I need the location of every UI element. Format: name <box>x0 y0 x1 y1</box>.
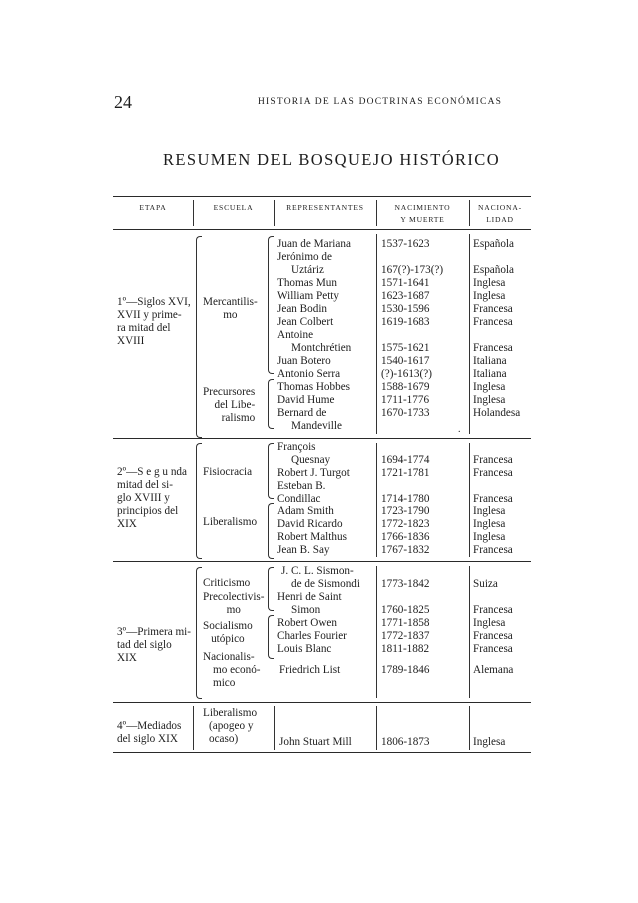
nacionalidad: Italiana <box>473 368 507 380</box>
escuela-fisiocracia: Fisiocracia <box>203 466 253 478</box>
page-number: 24 <box>114 92 132 112</box>
representante: Jerónimo de <box>277 251 332 263</box>
brace <box>196 567 202 699</box>
fechas-block-2 <box>381 381 429 420</box>
escuela-criticismo: Criticismo <box>203 577 251 589</box>
escuela-line: mo <box>223 309 238 321</box>
representante: François <box>277 441 316 453</box>
spacer <box>381 251 443 264</box>
representante: Robert Owen <box>277 617 337 629</box>
nacionalidad: Inglesa <box>473 277 506 289</box>
representante: Robert Malthus <box>277 531 347 543</box>
representante: Jean B. Say <box>277 544 330 556</box>
col-rule <box>469 706 470 750</box>
brace <box>196 236 202 438</box>
fecha: (?)-1613(?) <box>381 368 432 380</box>
escuela-liberalismo-apogeo <box>203 707 257 746</box>
representantes-block-1 <box>277 238 351 381</box>
header-nacimiento-line1: NACIMIENTO <box>394 203 451 212</box>
representante: Bernard de <box>277 407 327 419</box>
col-rule <box>376 706 377 750</box>
col-rule <box>469 443 470 557</box>
brace <box>268 236 274 374</box>
representantes-block-6 <box>277 617 347 656</box>
nacionalidad: Inglesa <box>473 617 506 629</box>
nacionalidades-block-4 <box>473 505 513 557</box>
nacionalidad: Francesa <box>473 467 513 479</box>
etapa-1 <box>117 296 191 348</box>
escuela-liberalismo: Liberalismo <box>203 516 258 528</box>
fecha: 1721-1781 <box>381 467 430 479</box>
col-rule <box>376 234 377 434</box>
fecha: 1711-1776 <box>381 394 430 406</box>
brace <box>268 379 274 429</box>
representante: Juan Botero <box>277 355 331 367</box>
col-rule <box>193 706 194 750</box>
representante: de de Sismondi <box>291 578 360 590</box>
header-nacionalidad-line2: LIDAD <box>486 215 514 224</box>
fecha: 1772-1837 <box>381 630 430 642</box>
nacionalidad: Suiza <box>473 578 498 590</box>
header-representantes: REPRESENTANTES <box>286 203 364 212</box>
representantes-block-5 <box>277 565 360 617</box>
etapa-4-line: 4º—Mediados <box>117 720 182 732</box>
representante: Thomas Mun <box>277 277 337 289</box>
table-header-rule <box>113 229 531 230</box>
fecha: 1670-1733 <box>381 407 430 419</box>
nacionalidad: Francesa <box>473 454 513 466</box>
representantes-block-4 <box>277 505 347 557</box>
representante: Thomas Hobbes <box>277 381 351 393</box>
brace <box>268 615 274 659</box>
etapa-2-line: mitad del si- <box>117 479 173 491</box>
etapa-3-line: 3º—Primera mi- <box>117 626 191 638</box>
etapa-2-line: glo XVIII y <box>117 492 170 504</box>
etapa-3 <box>117 626 191 665</box>
etapa-2-line: XIX <box>117 518 137 530</box>
representante: Esteban B. <box>277 480 326 492</box>
fecha: 1789-1846 <box>381 664 430 676</box>
escuela-line: Precursores <box>203 386 256 398</box>
nacionalidad: Francesa <box>473 316 513 328</box>
col-rule <box>376 443 377 557</box>
escuela-line: ralismo <box>221 412 256 424</box>
fecha: 1537-1623 <box>381 238 430 250</box>
etapa-2 <box>117 466 187 531</box>
nacionalidad: Francesa <box>473 544 513 556</box>
brace <box>268 567 274 611</box>
spacer <box>473 329 514 342</box>
escuela-line: Socialismo <box>203 620 253 632</box>
etapa-1-line: XVIII <box>117 335 145 347</box>
etapa-3-line: XIX <box>117 652 137 664</box>
header-escuela: ESCUELA <box>213 203 254 212</box>
col-rule <box>274 706 275 750</box>
nacionalidad: Francesa <box>473 342 513 354</box>
fecha: 1760-1825 <box>381 604 430 616</box>
nacionalidad: Francesa <box>473 493 513 505</box>
fecha: 1806-1873 <box>381 736 430 748</box>
section-rule-2 <box>113 561 531 562</box>
representante: Quesnay <box>291 454 331 466</box>
nacionalidad: Francesa <box>473 604 513 616</box>
fecha: 1588-1679 <box>381 381 430 393</box>
etapa-2-line: 2º—S e g u nda <box>117 466 187 478</box>
col-rule <box>376 566 377 698</box>
nacionalidad: Inglesa <box>473 290 506 302</box>
representante: Antonio Serra <box>277 368 341 380</box>
fecha: 1694-1774 <box>381 454 430 466</box>
header-nacimiento-line2: Y MUERTE <box>400 215 445 224</box>
fecha: 1723-1790 <box>381 505 430 517</box>
representante: Henri de Saint <box>277 591 342 603</box>
representante: Jean Colbert <box>277 316 334 328</box>
escuela-line: Mercantilis- <box>203 296 258 308</box>
fecha: 1540-1617 <box>381 355 430 367</box>
fechas-block-4 <box>381 505 429 557</box>
spacer <box>473 480 513 493</box>
etapa-2-line: principios del <box>117 505 179 517</box>
fecha: 1575-1621 <box>381 342 430 354</box>
nacionalidades-block-2 <box>473 381 520 420</box>
table-bottom-rule <box>113 752 531 753</box>
representante-list: Friedrich List <box>279 664 341 676</box>
fechas-block-1 <box>381 238 443 381</box>
representante: Jean Bodin <box>277 303 328 315</box>
escuela-line: mo econó- <box>213 664 261 676</box>
representante: Simon <box>291 604 321 616</box>
fechas-block-3 <box>381 454 429 506</box>
escuela-precolectivismo <box>203 591 265 617</box>
representante: J. C. L. Sismon- <box>281 565 354 577</box>
spacer <box>473 251 514 264</box>
nacionalidad: Española <box>473 238 515 250</box>
nacionalidad: Inglesa <box>473 381 506 393</box>
escuela-line: utópico <box>211 633 245 645</box>
header-nacimiento <box>376 202 469 226</box>
fecha: 1619-1683 <box>381 316 430 328</box>
nacionalidad: Francesa <box>473 303 513 315</box>
representante: Mandeville <box>291 420 342 432</box>
fecha: 1773-1842 <box>381 578 430 590</box>
etapa-4-line: del siglo XIX <box>117 733 178 745</box>
representante: Antoine <box>277 329 314 341</box>
representantes-block-3 <box>277 441 350 506</box>
representante: Juan de Mariana <box>277 238 351 250</box>
nacionalidad: Inglesa <box>473 531 506 543</box>
nacionalidad: Inglesa <box>473 736 506 748</box>
col-rule <box>469 566 470 698</box>
escuela-line: mico <box>213 677 236 689</box>
etapa-3-line: tad del siglo <box>117 639 172 651</box>
fecha: 1771-1858 <box>381 617 430 629</box>
representante: Montchrétien <box>291 342 352 354</box>
escuela-line: del Libe- <box>214 399 256 411</box>
representante: William Petty <box>277 290 340 302</box>
header-nacionalidad <box>469 202 531 226</box>
nacionalidad: Holandesa <box>473 407 521 419</box>
etapa-1-line: 1º—Siglos XVI, <box>117 296 191 308</box>
escuela-socialismo <box>203 620 253 646</box>
fecha: 1772-1823 <box>381 518 430 530</box>
etapa-1-line: XVII y prime- <box>117 309 182 321</box>
escuela-line: (apogeo y <box>209 720 254 732</box>
escuela-line: mo <box>226 604 241 616</box>
representante: Condillac <box>277 493 321 505</box>
representante: Uztáriz <box>291 264 324 276</box>
nacionalidades-block-1 <box>473 238 514 381</box>
fecha: 1571-1641 <box>381 277 430 289</box>
stray-mark: . <box>458 424 461 435</box>
fecha: 1766-1836 <box>381 531 430 543</box>
fecha: 1530-1596 <box>381 303 430 315</box>
table-top-rule <box>113 196 531 197</box>
section-rule-1 <box>113 438 531 439</box>
representante: Louis Blanc <box>277 643 332 655</box>
representante: Charles Fourier <box>277 630 347 642</box>
escuela-line: Liberalismo <box>203 707 258 719</box>
fecha: 1623-1687 <box>381 290 430 302</box>
etapa-4 <box>117 720 181 746</box>
representante-mill: John Stuart Mill <box>279 736 352 748</box>
brace <box>268 443 274 499</box>
page-title: RESUMEN DEL BOSQUEJO HISTÓRICO <box>163 150 501 169</box>
brace <box>268 503 274 559</box>
escuela-nacionalismo <box>203 651 261 690</box>
section-rule-3 <box>113 702 531 703</box>
escuela-line: ocaso) <box>209 733 239 745</box>
escuela-precursores <box>203 386 255 425</box>
representante: Adam Smith <box>277 505 334 517</box>
running-head: HISTORIA DE LAS DOCTRINAS ECONÓMICAS <box>258 97 503 107</box>
nacionalidad: Francesa <box>473 643 513 655</box>
fecha: 1714-1780 <box>381 493 430 505</box>
nacionalidad: Italiana <box>473 355 507 367</box>
header-etapa: ETAPA <box>139 203 167 212</box>
fecha: 167(?)-173(?) <box>381 264 444 276</box>
fecha: 1767-1832 <box>381 544 430 556</box>
escuela-line: Precolectivis- <box>203 591 265 603</box>
nacionalidad: Inglesa <box>473 505 506 517</box>
escuela-mercantilismo <box>203 296 258 322</box>
representante: David Ricardo <box>277 518 343 530</box>
col-rule <box>469 234 470 434</box>
escuela-line: Nacionalis- <box>203 651 255 663</box>
representante: David Hume <box>277 394 335 406</box>
nacionalidad: Inglesa <box>473 394 506 406</box>
fecha: 1811-1882 <box>381 643 430 655</box>
etapa-1-line: ra mitad del <box>117 322 171 334</box>
nacionalidad: Española <box>473 264 515 276</box>
representante: Robert J. Turgot <box>277 467 350 479</box>
brace <box>196 443 202 559</box>
header-nacionalidad-line1: NACIONA- <box>478 203 522 212</box>
nacionalidad: Francesa <box>473 630 513 642</box>
representantes-block-2 <box>277 381 350 433</box>
nacionalidades-block-5 <box>473 604 513 656</box>
nacionalidades-block-3 <box>473 454 513 506</box>
fechas-block-5 <box>381 604 429 656</box>
spacer <box>381 329 443 342</box>
nacionalidad: Alemana <box>473 664 514 676</box>
nacionalidad: Inglesa <box>473 518 506 530</box>
spacer <box>381 480 429 493</box>
